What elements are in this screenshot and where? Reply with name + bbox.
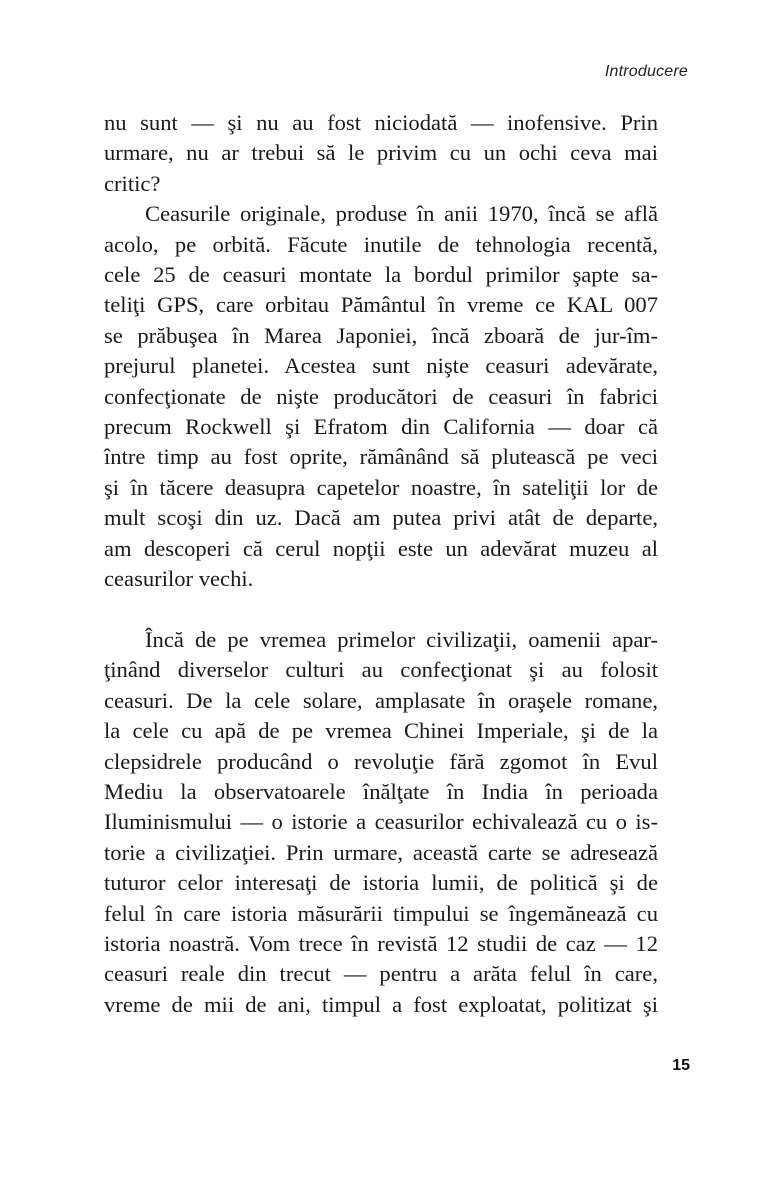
paragraph-1 [104, 108, 658, 199]
body-text [104, 108, 658, 1020]
text-line: torie a civilizaţiei. Prin urmare, această carte se adresează [104, 839, 658, 865]
text-line: confecţionate de nişte producători de ceasuri în fabrici [104, 383, 658, 409]
text-line: la cele cu apă de pe vremea Chinei Imperiale, şi de la [104, 718, 658, 744]
text-line: istoria noastră. Vom trece în revistă 12 studii de caz — 12 [104, 930, 658, 956]
text-line: am descoperi că cerul nopţii este un adevărat muzeu al [104, 535, 658, 561]
text-line: ţinând diverselor culturi au confecţionat şi au folosit [104, 657, 658, 683]
text-line: precum Rockwell şi Efratom din California — doar că [104, 414, 658, 440]
paragraph-2 [104, 199, 658, 594]
text-line: ceasuri. De la cele solare, amplasate în oraşele romane, [104, 687, 658, 713]
text-line: acolo, pe orbită. Făcute inutile de tehnologia recentă, [104, 231, 658, 257]
text-line: Mediu la observatoarele înălţate în India în perioada [104, 778, 658, 804]
text-line: ceasuri reale din trecut — pentru a arăta felul în care, [104, 961, 658, 987]
text-line: ceasurilor vechi. [104, 566, 254, 592]
text-line: Ceasurile originale, produse în anii 1970, încă se află [145, 201, 658, 227]
text-line: critic? [104, 170, 161, 196]
text-line: mult scoşi din uz. Dacă am putea privi atât de departe, [104, 505, 658, 531]
text-line: teliţi GPS, care orbitau Pământul în vreme ce KAL 007 [104, 292, 658, 318]
text-line: prejurul planetei. Acestea sunt nişte ceasuri adevărate, [104, 353, 658, 379]
text-line: şi în tăcere deasupra capetelor noastre, în sateliţii lor de [104, 474, 658, 500]
text-line: se prăbuşea în Marea Japoniei, încă zboară de jur-îm- [104, 322, 658, 348]
text-line: urmare, nu ar trebui să le privim cu un ochi ceva mai [104, 140, 658, 166]
text-line: Iluminismului — o istorie a ceasurilor echivalează cu o is- [104, 809, 658, 835]
text-line: clepsidrele producând o revoluţie fără zgomot în Evul [104, 748, 658, 774]
text-line: cele 25 de ceasuri montate la bordul primilor şapte sa- [104, 262, 658, 288]
paragraph-spacer [104, 595, 658, 625]
text-line: între timp au fost oprite, rămânând să plutească pe veci [104, 444, 658, 470]
text-line: felul în care istoria măsurării timpului se îngemănează cu [104, 900, 658, 926]
text-line: tuturor celor interesaţi de istoria lumii, de politică şi de [104, 870, 658, 896]
running-head-title: Introducere [604, 63, 688, 80]
page-number: 15 [672, 1057, 690, 1074]
paragraph-3 [104, 625, 658, 1020]
text-line: nu sunt — şi nu au fost niciodată — inofensive. Prin [104, 110, 658, 135]
text-line: vreme de mii de ani, timpul a fost exploatat, politizat şi [104, 991, 658, 1017]
text-line: Încă de pe vremea primelor civilizaţii, oamenii apar- [145, 626, 658, 652]
